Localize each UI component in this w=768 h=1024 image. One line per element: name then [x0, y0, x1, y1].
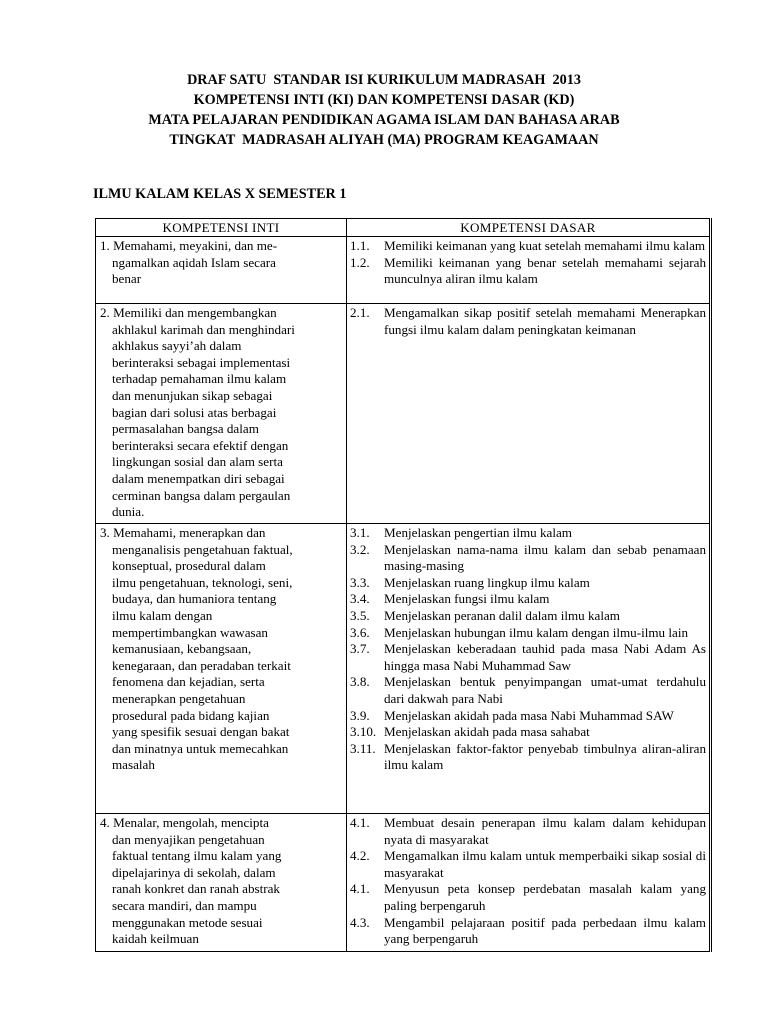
ki-text-line: yang spesifik sesuai dengan bakat: [112, 724, 290, 740]
kd-number: 3.5.: [350, 607, 370, 623]
kd-text: Menjelaskan fungsi ilmu kalam: [384, 591, 550, 607]
ki-text-line: konseptual, prosedural dalam: [112, 558, 266, 574]
kompetensi-inti-cell: [96, 237, 347, 304]
ki-text-line: menggunakan metode sesuai: [112, 914, 263, 930]
kd-number: 3.9.: [350, 707, 370, 723]
kd-item: [350, 848, 706, 881]
ki-text-line: budaya, dan humaniora tentang: [112, 591, 277, 607]
kd-item: [350, 305, 706, 338]
kd-number: 1.2.: [350, 254, 370, 270]
kd-number: 3.10.: [350, 724, 377, 740]
competency-table: [95, 218, 712, 952]
kd-number: 4.2.: [350, 848, 370, 864]
ki-text-line: masalah: [112, 757, 155, 773]
document-title-block: [0, 70, 768, 150]
kd-text: Mengamalkan sikap positif setelah memahami Menerapkan fungsi ilmu kalam dalam peningkatan keimanan: [384, 305, 706, 337]
ki-text-line: dan menunjukan sikap sebagai: [112, 387, 273, 403]
kd-item: [350, 881, 706, 914]
kd-item: [350, 724, 706, 741]
kd-text: Menjelaskan hubungan ilmu kalam dengan ilmu-ilmu lain: [384, 624, 689, 640]
kd-item: [350, 641, 706, 674]
kd-number: 4.1.: [350, 881, 370, 897]
kd-item: [350, 741, 706, 774]
table-row: [96, 814, 711, 952]
kd-text: Menjelaskan pengertian ilmu kalam: [384, 525, 572, 540]
ki-text-line: faktual tentang ilmu kalam yang: [112, 848, 282, 864]
ki-text-line: kemanusiaan, kebangsaan,: [112, 641, 252, 657]
ki-text-line: prosedural pada bidang kajian: [112, 707, 270, 723]
kd-text: Membuat desain penerapan ilmu kalam dalam kehidupan nyata di masyarakat: [384, 815, 706, 847]
kd-number: 1.1.: [350, 238, 370, 253]
ki-text-line: dan menyajikan pengetahuan: [112, 831, 265, 847]
kd-item: [350, 608, 706, 625]
kd-text: Menjelaskan nama-nama ilmu kalam dan sebab penamaan masing-masing: [384, 541, 706, 574]
ki-text-line: berinteraksi sebagai implementasi: [112, 354, 291, 370]
kd-item: [350, 815, 706, 848]
kd-number: 3.2.: [350, 541, 370, 557]
ki-text-line: secara mandiri, dan mampu: [112, 897, 257, 913]
table-row: [96, 304, 711, 524]
header-kompetensi-inti: KOMPETENSI INTI: [96, 219, 347, 237]
title-line-1: DRAF SATU STANDAR ISI KURIKULUM MADRASAH 2013: [187, 72, 581, 88]
ki-text-line: bagian dari solusi atas berbagai: [112, 404, 277, 420]
kd-text: Menyusun peta konsep perdebatan masalah kalam yang paling berpengaruh: [384, 881, 706, 913]
kd-number: 4.3.: [350, 914, 370, 930]
kd-item: [350, 591, 706, 608]
kd-number: 4.1.: [350, 815, 370, 830]
ki-text-line: 4. Menalar, mengolah, mencipta: [100, 815, 269, 830]
kd-text: Menjelaskan akidah pada masa sahabat: [384, 724, 590, 740]
kompetensi-dasar-cell: [347, 524, 711, 814]
ki-text-line: ilmu kalam dengan: [112, 607, 213, 623]
kd-number: 3.4.: [350, 591, 370, 607]
ki-text-line: dunia.: [112, 504, 145, 520]
kd-item: [350, 708, 706, 725]
kd-text: Menjelaskan akidah pada masa Nabi Muhammad SAW: [384, 707, 674, 723]
kd-text: Menjelaskan keberadaan tauhid pada masa Nabi Adam As hingga masa Nabi Muhammad Saw: [384, 641, 706, 673]
kd-number: 3.11.: [350, 740, 376, 756]
ki-text-line: akhlakus sayyi’ah dalam: [112, 338, 242, 354]
kd-item: [350, 915, 706, 948]
ki-text-line: mempertimbangkan wawasan: [112, 624, 268, 640]
ki-text-line: menerapkan pengetahuan: [112, 690, 246, 706]
ki-text-line: menganalisis pengetahuan faktual,: [112, 541, 293, 557]
kompetensi-dasar-cell: [347, 814, 711, 952]
kd-item: [350, 542, 706, 575]
kd-number: 3.3.: [350, 574, 370, 590]
kd-item: [350, 238, 706, 255]
kd-text: Menjelaskan bentuk penyimpangan umat-umat terdahulu dari dakwah para Nabi: [384, 674, 706, 706]
ki-text-line: cerminan bangsa dalam pergaulan: [112, 487, 291, 503]
ki-text-line: dipelajarinya di sekolah, dalam: [112, 864, 276, 880]
ki-text-line: permasalahan bangsa dalam: [112, 421, 259, 437]
title-line-3: MATA PELAJARAN PENDIDIKAN AGAMA ISLAM DAN BAHASA ARAB: [148, 112, 620, 128]
ki-text-line: ngamalkan aqidah Islam secara: [112, 254, 276, 270]
kd-number: 3.8.: [350, 674, 370, 690]
kompetensi-inti-cell: [96, 814, 347, 952]
kd-number: 3.7.: [350, 641, 370, 657]
ki-text-line: benar: [112, 271, 142, 287]
kd-text: Memiliki keimanan yang benar setelah memahami sejarah munculnya aliran ilmu kalam: [384, 254, 706, 287]
kd-item: [350, 255, 706, 288]
kompetensi-dasar-cell: [347, 237, 711, 304]
ki-text-line: 3. Memahami, menerapkan dan: [100, 525, 266, 540]
ki-text-line: 2. Memiliki dan mengembangkan: [100, 305, 277, 320]
kd-text: Menjelaskan faktor-faktor penyebab timbulnya aliran-aliran ilmu kalam: [384, 740, 706, 773]
ki-text-line: 1. Memahami, meyakini, dan me-: [100, 238, 278, 253]
ki-text-line: lingkungan sosial dan alam serta: [112, 454, 283, 470]
ki-text-line: terhadap pemahaman ilmu kalam: [112, 371, 287, 387]
section-title: ILMU KALAM KELAS X SEMESTER 1: [93, 186, 347, 202]
header-kompetensi-dasar: KOMPETENSI DASAR: [347, 219, 711, 237]
kd-text: Menjelaskan peranan dalil dalam ilmu kalam: [384, 607, 620, 623]
kd-number: 3.1.: [350, 525, 370, 540]
table-row: [96, 524, 711, 814]
ki-text-line: ilmu pengetahuan, teknologi, seni,: [112, 574, 293, 590]
kompetensi-dasar-cell: [347, 304, 711, 524]
kd-text: Memiliki keimanan yang kuat setelah memahami ilmu kalam: [384, 238, 706, 253]
kd-item: [350, 674, 706, 707]
ki-text-line: kaidah keilmuan: [112, 931, 199, 947]
ki-text-line: berinteraksi secara efektif dengan: [112, 437, 289, 453]
title-line-4: TINGKAT MADRASAH ALIYAH (MA) PROGRAM KEAGAMAAN: [169, 132, 599, 148]
kd-text: Mengambil pelajaraan positif pada perbedaan ilmu kalam yang berpengaruh: [384, 914, 706, 947]
title-line-2: KOMPETENSI INTI (KI) DAN KOMPETENSI DASAR (KD): [193, 92, 575, 108]
ki-text-line: dalam menempatkan diri sebagai: [112, 470, 285, 486]
ki-text-line: dan minatnya untuk memecahkan: [112, 740, 289, 756]
kd-text: Mengamalkan ilmu kalam untuk memperbaiki sikap sosial di masyarakat: [384, 848, 706, 880]
kd-text: Menjelaskan ruang lingkup ilmu kalam: [384, 574, 590, 590]
ki-text-line: ranah konkret dan ranah abstrak: [112, 881, 280, 897]
ki-text-line: fenomena dan kejadian, serta: [112, 674, 265, 690]
kd-number: 3.6.: [350, 624, 370, 640]
table-row: [96, 237, 711, 304]
kd-item: [350, 525, 706, 542]
kd-item: [350, 625, 706, 642]
ki-text-line: kenegaraan, dan peradaban terkait: [112, 657, 291, 673]
kompetensi-inti-cell: [96, 304, 347, 524]
ki-text-line: akhlakul karimah dan menghindari: [112, 321, 295, 337]
kompetensi-inti-cell: [96, 524, 347, 814]
kd-item: [350, 575, 706, 592]
kd-number: 2.1.: [350, 305, 370, 320]
